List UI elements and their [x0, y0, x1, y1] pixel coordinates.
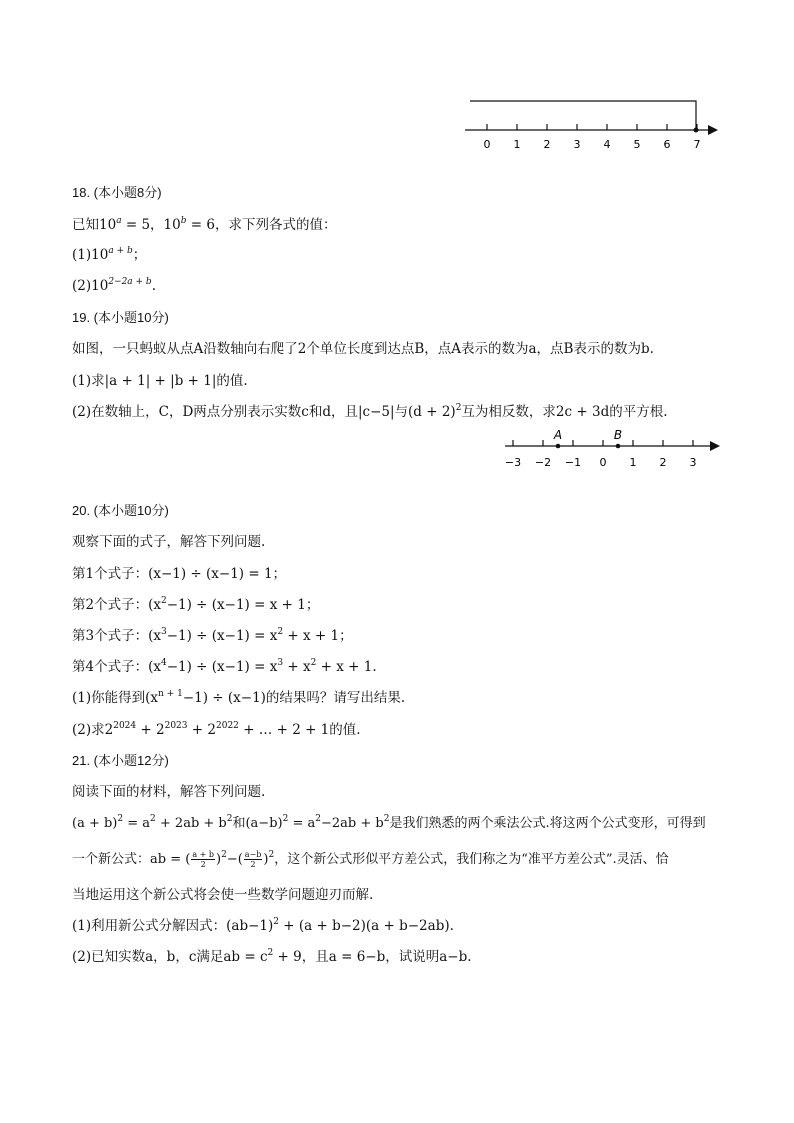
q21-material-line-3: 当地运用这个新公式将会使一些数学问题迎刃而解.: [72, 887, 374, 903]
bracket-line: [470, 101, 696, 130]
fraction-a-minus-b-over-2: $\frac{a-b}{2}$: [244, 850, 262, 869]
top-number-line-figure: [460, 92, 730, 156]
tick-label: 3: [689, 456, 697, 469]
q20-part1: (1)你能得到$(x^{n + 1}-1) \div (x-1)$的结果吗？请写出结果.: [72, 689, 406, 706]
point-a-label: A: [553, 428, 563, 442]
q20-formula-3: 第3个式子：$(x^3-1) \div (x-1) = x^2 + x + 1$；: [72, 627, 353, 644]
q20-formula-1: 第1个式子：(x−1) ÷ (x−1) = 1；: [72, 566, 287, 582]
tick-label: 0: [483, 138, 491, 151]
tick-label: 0: [599, 456, 607, 469]
q20-header: 20. (本小题10分): [72, 503, 169, 518]
q21-part1: (1)利用新公式分解因式：$(ab-1)^2 + (a + b-2)(a + b-2ab)$.: [72, 917, 454, 934]
q21-material-line-2: 一个新公式：ab = ( $\frac{a + b}{2}$ )$^2$−( $\frac{a-b}{2}$ )$^2$，这个新公式形似平方差公式，我们称之为“准平方差公式”.灵活、恰: [72, 850, 669, 869]
tick-label: 1: [513, 138, 521, 151]
tick-label: 7: [693, 138, 701, 151]
tick-label: −3: [504, 456, 522, 469]
axis-arrow: [708, 125, 718, 135]
q18-part2: $(2)10^{2-2a + b}$.: [72, 277, 156, 294]
tick-label: 2: [659, 456, 667, 469]
q20-formula-4: 第4个式子：$(x^4-1) \div (x-1) = x^3 + x^2 + x + 1$.: [72, 658, 377, 675]
q19-part2: (2)在数轴上，C，D两点分别表示实数c和d，且|c−5|与$(d + 2)^2$互为相反数，求2c + 3d的平方根.: [72, 403, 668, 420]
point-a-dot: [556, 444, 561, 449]
endpoint-dot: [694, 128, 699, 133]
tick-label: 5: [633, 138, 641, 151]
q21-material-line-1: $(a + b)^2 = a^2 + 2ab + b^2$和$(a-b)^2 = a^2-2ab + b^2$是我们熟悉的两个乘法公式.将这两个公式变形，可得到: [72, 814, 706, 831]
point-b-label: B: [613, 428, 623, 442]
tick-label: 2: [543, 138, 551, 151]
tick-label: −1: [564, 456, 582, 469]
q21-header: 21. (本小题12分): [72, 753, 169, 768]
point-b-dot: [616, 444, 621, 449]
fraction-a-plus-b-over-2: $\frac{a + b}{2}$: [192, 850, 214, 869]
q20-intro: 观察下面的式子，解答下列问题.: [72, 534, 266, 550]
tick-label: 3: [573, 138, 581, 151]
q18-part1: $(1)10^{a + b}$；: [72, 246, 147, 263]
q20-formula-2: 第2个式子：$(x^2-1) \div (x-1) = x + 1$；: [72, 596, 320, 613]
tick-label: 6: [663, 138, 671, 151]
q19-number-line-figure: [500, 426, 730, 472]
tick-label: 1: [629, 456, 637, 469]
q19-part1: (1)求|a + 1| + |b + 1|的值.: [72, 373, 248, 389]
q21-intro: 阅读下面的材料，解答下列问题.: [72, 784, 266, 800]
q18-stem: 已知$10^a = 5$，$10^b = 6$，求下列各式的值：: [72, 216, 337, 233]
q20-part2: (2)求$2^{2024} + 2^{2023} + 2^{2022}$ + … + 2 + 1的值.: [72, 721, 361, 738]
q21-part2: (2)已知实数a，b，c满足ab = $c^2 + 9$，且a = 6−b，试说明a−b.: [72, 948, 472, 965]
q18-header: 18. (本小题8分): [72, 185, 162, 200]
tick-label: −2: [534, 456, 552, 469]
axis-arrow: [710, 441, 720, 451]
q19-header: 19. (本小题10分): [72, 310, 169, 325]
tick-label: 4: [603, 138, 611, 151]
q19-stem: 如图，一只蚂蚁从点A沿数轴向右爬了2个单位长度到达点B，点A表示的数为a，点B表示的数为b.: [72, 341, 654, 357]
